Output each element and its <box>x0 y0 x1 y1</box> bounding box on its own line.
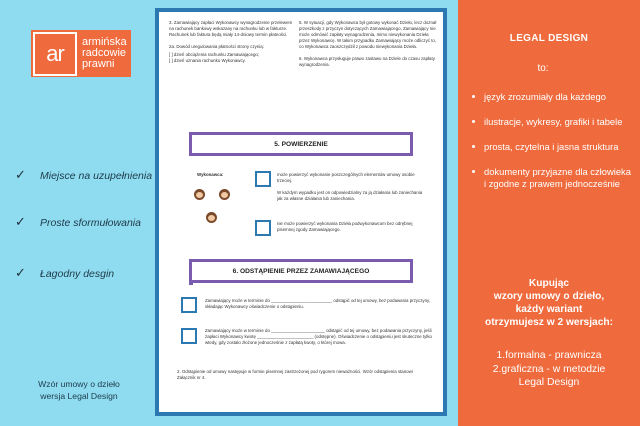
person-icon <box>206 212 217 223</box>
list-item: język zrozumiały dla każdego <box>472 91 634 103</box>
option-checkbox[interactable] <box>255 171 271 187</box>
promo-line: każdy wariant <box>515 304 583 315</box>
option-text: może powierzyć wykonanie poszczególnych elementów umowy osobie trzeciej. <box>277 172 415 183</box>
readiness-clause <box>299 20 437 68</box>
list-item: ilustracje, wykresy, grafiki i tabele <box>472 116 634 128</box>
logo-line: prawni <box>82 58 115 70</box>
section6-option: Zamawiający może w terminie do ______________________ odstąpić od tej umowy, bez podawania przyczyny, jeśli zapłaci Wykonawcy kwotę _______________________ (odstępne). Oświadczenie o odstąpieniu jest skuteczne tylko wtedy, gdy zostało złożone jednocześnie z zapłatą kwoty, o której mowa. <box>205 328 432 345</box>
contractor-label: Wykonawca: <box>197 172 224 177</box>
logo-line: radcowie <box>82 47 127 59</box>
check-icon: ✓ <box>15 168 26 183</box>
list-item: dokumenty przyjazne dla człowieka i zgodne z prawem jednocześnie <box>472 166 634 190</box>
person-icon <box>194 189 205 200</box>
logo-mark: ar <box>33 32 77 76</box>
section5-option <box>277 172 427 202</box>
promo-text <box>458 277 640 329</box>
logo-line: armińska <box>82 36 127 48</box>
clause-text: 5. W sytuacji, gdy Wykonawca był gotowy wykonać Dzieło, lecz doznał przeszkody z przyczyn dotyczących Zamawiającego, Zamawiający nie może odmówić zapłaty wynagrodzenia, mimo niewykonania Dzieła przez Wykonawcę. W takim przypadku Zamawiający może odliczyć to, co Wykonawca zaoszczędził z powodu niewykonania Dzieła. <box>299 20 437 49</box>
feature-item <box>15 168 152 183</box>
section6-option: Zamawiający może w terminie do _________________________ odstąpić od tej umowy, bez podawania przyczyny, składając Wykonawcy oświadczenie o odstąpieniu. <box>205 298 431 309</box>
option-checkbox[interactable] <box>255 220 271 236</box>
feature-item <box>15 215 141 230</box>
list-item: prosta, czytelna i jasna struktura <box>472 141 634 153</box>
clause-option: [ ] dzień obciążenia rachunku Zamawiającego; <box>169 52 260 57</box>
version-item: Legal Design <box>518 377 580 388</box>
option-checkbox[interactable] <box>181 328 197 344</box>
clause-text: 6. Wykonawca przysługuje prawo zastawu na Dziele do czasu zapłaty wynagrodzenia. <box>299 56 435 67</box>
check-icon: ✓ <box>15 215 26 230</box>
caption-line: wersja Legal Design <box>40 391 118 401</box>
feature-label: Łagodny desgin <box>40 267 115 280</box>
option-checkbox[interactable] <box>181 297 197 313</box>
feature-label: Miejsce na uzupełnienia <box>40 169 153 182</box>
promo-line: wzory umowy o dzieło, <box>493 291 605 302</box>
panel-subtitle: to: <box>537 63 549 74</box>
caption-line: Wzór umowy o dzieło <box>38 379 120 389</box>
document-caption <box>20 378 138 402</box>
promo-line: otrzymujesz w 2 wersjach: <box>485 317 613 328</box>
legal-design-panel <box>458 0 640 426</box>
benefits-list <box>472 91 634 203</box>
versions-list <box>458 349 640 390</box>
section-heading: 5. POWIERZENIE <box>189 132 413 156</box>
panel-title: LEGAL DESIGN <box>509 33 589 44</box>
contract-preview <box>155 8 447 416</box>
person-icon <box>219 189 230 200</box>
version-item: 2.graficzna - w metodzie <box>492 363 606 375</box>
company-logo <box>31 30 131 77</box>
promo-line: Kupując <box>528 278 570 289</box>
clause-option: [ ] dzień uznania rachunku Wykonawcy. <box>169 58 246 63</box>
section-heading: 6. ODSTĄPIENIE PRZEZ ZAMAWIAJĄCEGO <box>189 259 413 283</box>
section5-option: nie może powierzyć wykonania Dzieła podwykonawcom bez odrębnej pisemnej zgody Zamawiającego. <box>277 221 413 232</box>
option-text: W każdym wypadku jest on odpowiedzialny za ją działania lub zaniechania jak za własne działania lub zaniechania. <box>277 190 423 201</box>
payment-clause <box>169 20 293 64</box>
withdrawal-clause: 2. Odstąpienie od umowy następuje w formie pisemnej zastrzeżonej pod rygorem nieważności. Wzór odstąpienia stanowi Załącznik nr 4. <box>177 369 413 380</box>
version-item: 1.formalna - prawnicza <box>496 350 602 361</box>
feature-label: Proste sformułowania <box>40 216 141 229</box>
clause-text: 2a. Dowód uregulowania płatności strony czynią: <box>169 44 264 49</box>
feature-item <box>15 266 114 281</box>
check-icon: ✓ <box>15 266 26 281</box>
logo-wordmark <box>82 37 127 70</box>
clause-text: 3. Zamawiający zapłaci Wykonawcy wynagrodzenie przelewem na rachunek bankowy wskazany na rachunku lub w fakturze. Rachunek lub faktura będą miały 14-dniowy termin płatności. <box>169 20 293 37</box>
